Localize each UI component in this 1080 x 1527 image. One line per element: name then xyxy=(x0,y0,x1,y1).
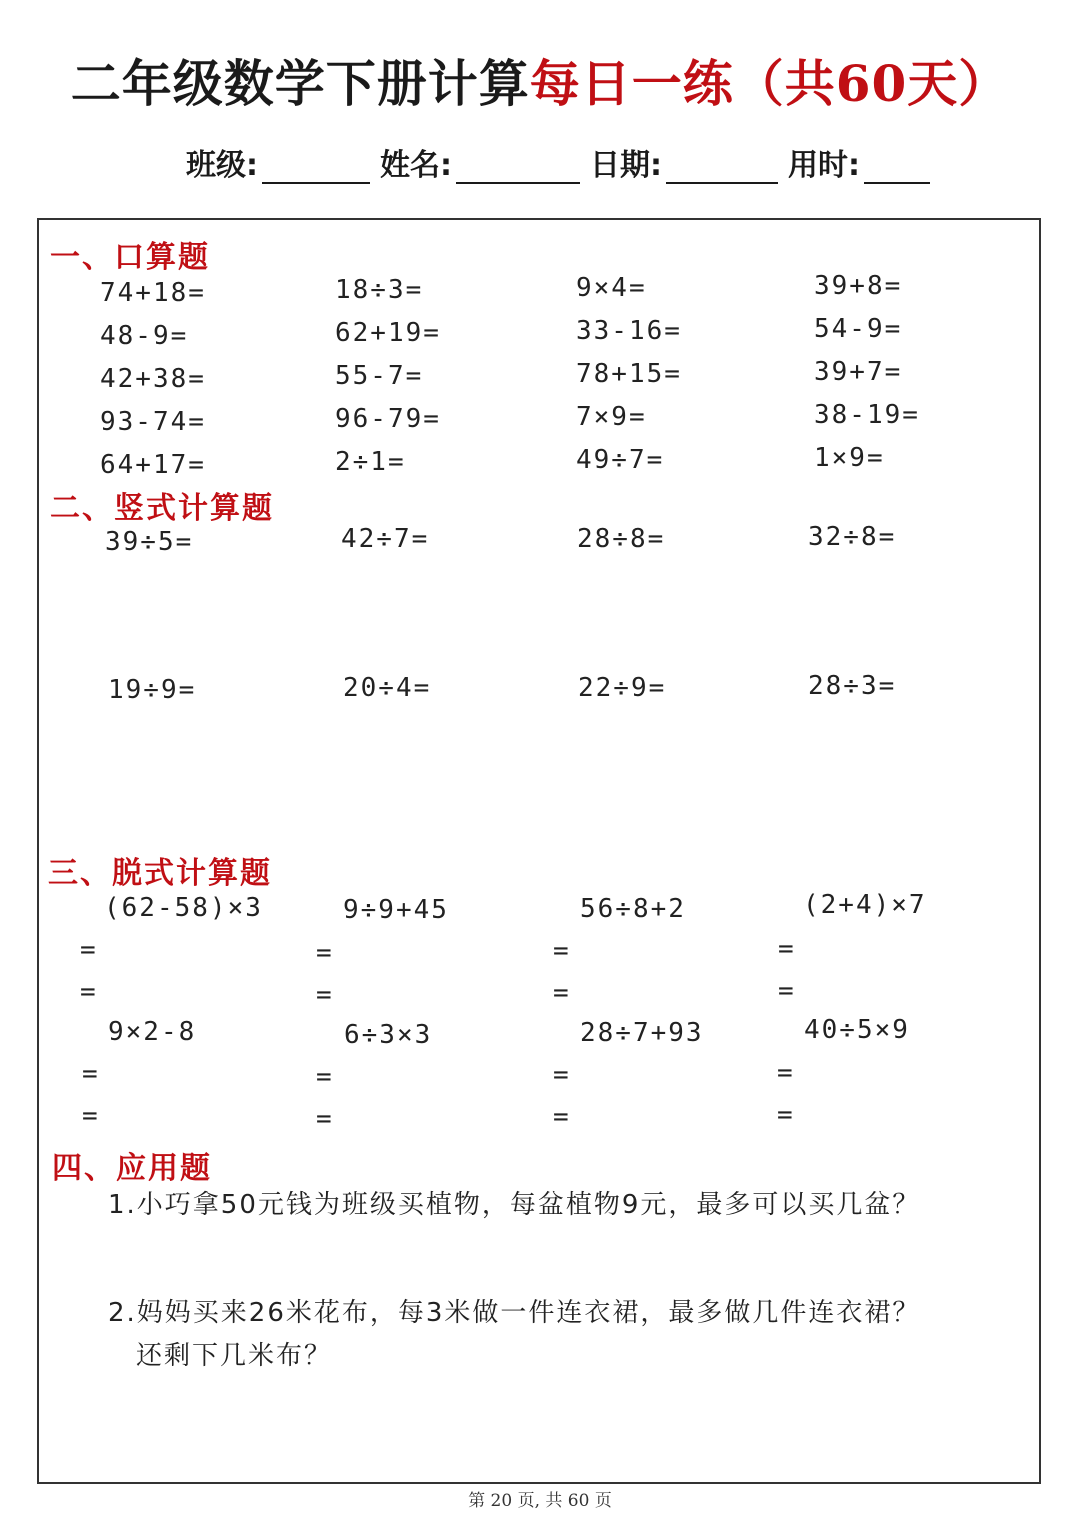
oral-item: 96-79= xyxy=(335,404,441,434)
name-field xyxy=(380,140,580,184)
step-item: 56÷8+2 xyxy=(580,894,686,924)
date-field xyxy=(590,140,778,184)
equals-sign: = xyxy=(553,1102,569,1132)
equals-sign: = xyxy=(777,1100,793,1130)
vertical-item: 20÷4= xyxy=(343,673,432,703)
equals-sign: = xyxy=(778,976,794,1006)
vertical-item: 28÷3= xyxy=(808,671,897,701)
equals-sign: = xyxy=(80,935,96,965)
vertical-item: 28÷8= xyxy=(577,524,666,554)
oral-item: 38-19= xyxy=(814,400,920,430)
equals-sign: = xyxy=(777,1058,793,1088)
equals-sign: = xyxy=(80,977,96,1007)
section-oral-title: 一、口算题 xyxy=(50,240,210,275)
word-problem-2-continued: 还剩下几米布？ xyxy=(136,1341,333,1371)
vertical-item: 19÷9= xyxy=(108,675,197,705)
class-field xyxy=(186,140,370,184)
step-item: 6÷3×3 xyxy=(344,1020,433,1050)
time-label: 用时: xyxy=(788,148,860,183)
equals-sign: = xyxy=(553,936,569,966)
step-item: 40÷5×9 xyxy=(804,1015,910,1045)
equals-sign: = xyxy=(316,938,332,968)
time-blank[interactable] xyxy=(864,154,930,184)
oral-item: 2÷1= xyxy=(335,447,406,477)
equals-sign: = xyxy=(82,1101,98,1131)
title-black: 二年级数学下册计算 xyxy=(70,54,530,113)
class-blank[interactable] xyxy=(262,154,370,184)
oral-item: 62+19= xyxy=(335,318,441,348)
word-problem-1: 1.小巧拿50元钱为班级买植物，每盆植物9元，最多可以买几盆？ xyxy=(108,1190,921,1220)
title-red: 每日一练（共60天） xyxy=(529,54,1010,113)
equals-sign: = xyxy=(553,1060,569,1090)
name-blank[interactable] xyxy=(456,154,580,184)
oral-item: 42+38= xyxy=(100,364,206,394)
oral-item: 7×9= xyxy=(576,402,647,432)
page-footer: 第 20 页, 共 60 页 xyxy=(468,1491,612,1511)
step-item: 9÷9+45 xyxy=(343,895,449,925)
oral-item: 18÷3= xyxy=(335,275,424,305)
oral-item: 74+18= xyxy=(100,278,206,308)
oral-item: 55-7= xyxy=(335,361,424,391)
section-word-problems-title: 四、应用题 xyxy=(52,1151,212,1186)
vertical-item: 32÷8= xyxy=(808,522,897,552)
time-field xyxy=(788,140,930,184)
oral-item: 9×4= xyxy=(576,273,647,303)
oral-item: 48-9= xyxy=(100,321,189,351)
equals-sign: = xyxy=(553,978,569,1008)
equals-sign: = xyxy=(316,1062,332,1092)
oral-item: 93-74= xyxy=(100,407,206,437)
equals-sign: = xyxy=(778,934,794,964)
name-label: 姓名: xyxy=(380,148,452,183)
student-info xyxy=(186,140,940,184)
vertical-item: 39÷5= xyxy=(105,527,194,557)
equals-sign: = xyxy=(82,1059,98,1089)
vertical-item: 42÷7= xyxy=(341,524,430,554)
date-label: 日期: xyxy=(590,148,662,183)
section-vertical-title: 二、竖式计算题 xyxy=(50,491,274,526)
oral-item: 49÷7= xyxy=(576,445,665,475)
oral-item: 33-16= xyxy=(576,316,682,346)
oral-item: 39+8= xyxy=(814,271,903,301)
step-item: (62-58)×3 xyxy=(104,893,263,923)
date-blank[interactable] xyxy=(666,154,778,184)
equals-sign: = xyxy=(316,980,332,1010)
step-item: 28÷7+93 xyxy=(580,1018,704,1048)
page-title xyxy=(0,44,1080,116)
oral-item: 64+17= xyxy=(100,450,206,480)
oral-item: 39+7= xyxy=(814,357,903,387)
equals-sign: = xyxy=(316,1104,332,1134)
class-label: 班级: xyxy=(186,148,258,183)
oral-item: 1×9= xyxy=(814,443,885,473)
oral-item: 78+15= xyxy=(576,359,682,389)
section-step-title: 三、脱式计算题 xyxy=(48,856,272,891)
oral-item: 54-9= xyxy=(814,314,903,344)
step-item: 9×2-8 xyxy=(108,1017,197,1047)
word-problem-2: 2.妈妈买来26米花布，每3米做一件连衣裙，最多做几件连衣裙？ xyxy=(108,1298,921,1328)
step-item: (2+4)×7 xyxy=(803,890,927,920)
vertical-item: 22÷9= xyxy=(578,673,667,703)
